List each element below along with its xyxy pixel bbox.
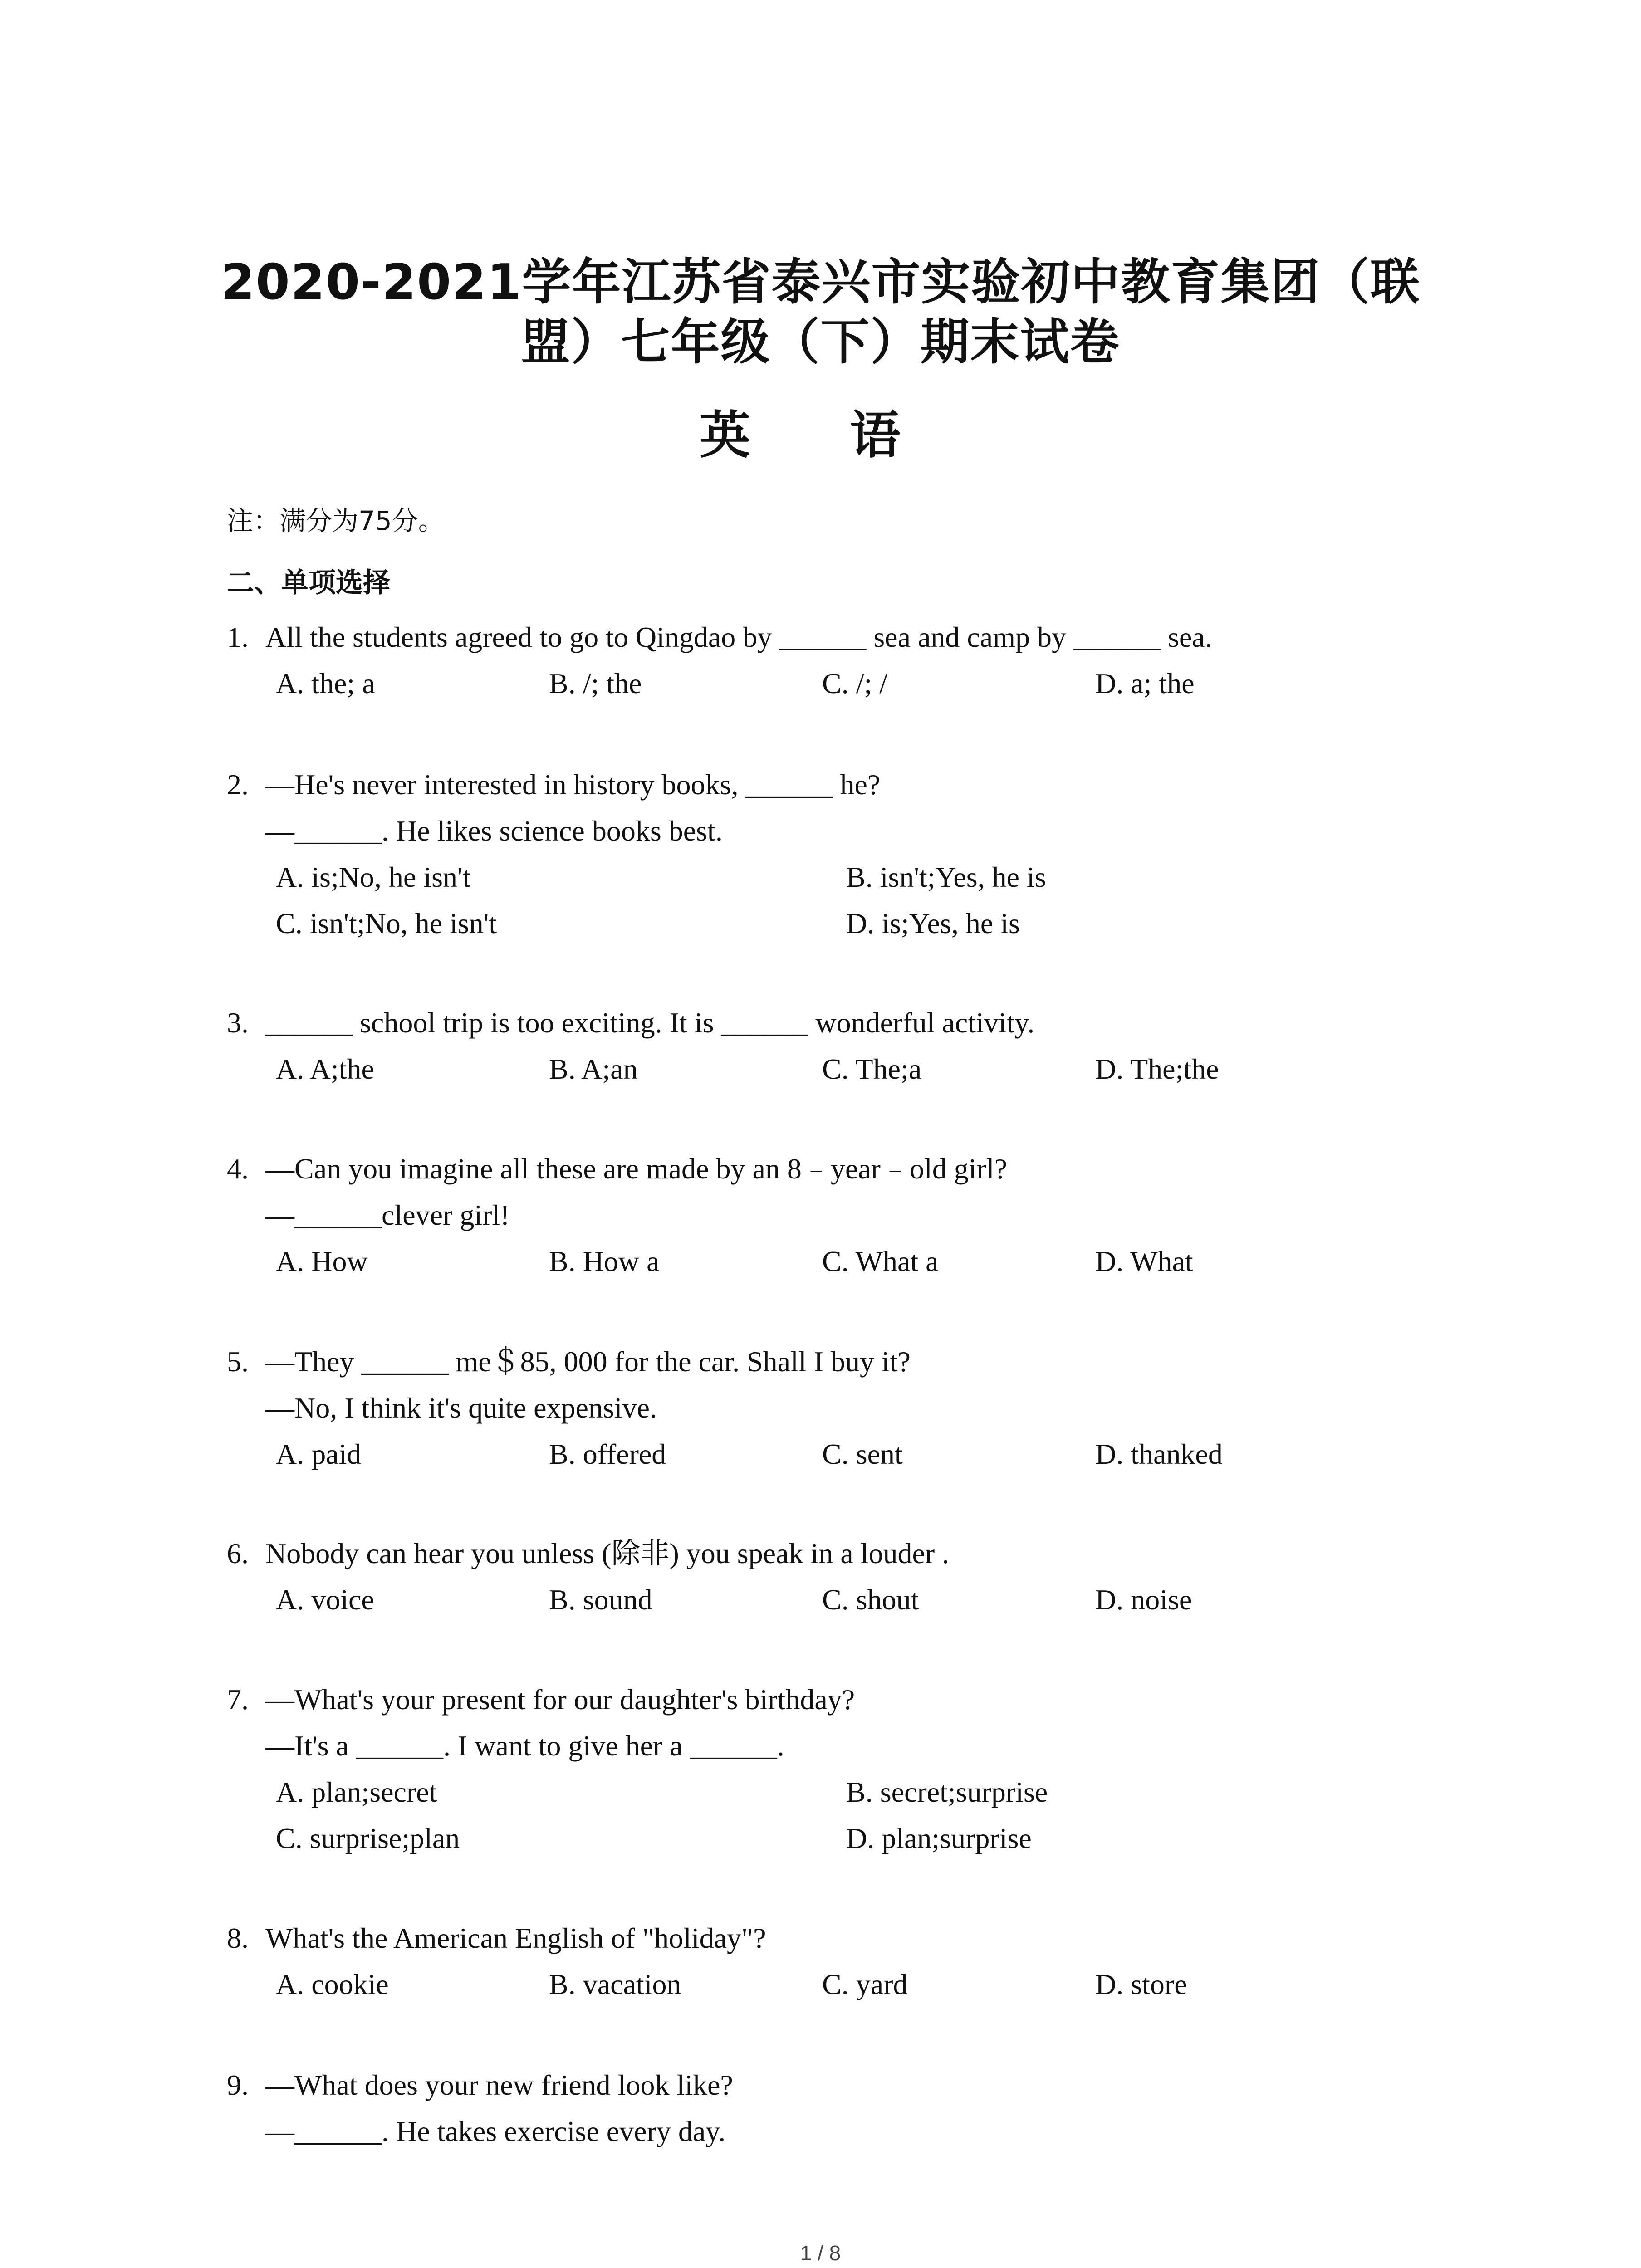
option-c: C. What a (822, 1245, 939, 1277)
option-d: D. noise (1095, 1584, 1192, 1616)
question-number: 4. (227, 1153, 249, 1185)
option-a: A. the; a (276, 667, 375, 699)
option-c: C. The;a (822, 1053, 922, 1085)
exam-title-line-2: 盟）七年级（下）期末试卷 (521, 314, 1120, 371)
option-b: B. sound (549, 1584, 652, 1616)
option-c: C. isn't;No, he isn't (276, 907, 497, 939)
option-b: B. secret;surprise (846, 1776, 1048, 1808)
option-a: A. A;the (276, 1053, 374, 1085)
option-c: C. yard (822, 1968, 908, 2000)
question-stem: Nobody can hear you unless (除非) you speak in a louder . (265, 1537, 950, 1569)
exam-title-line-1: 2020-2021学年江苏省泰兴市实验初中教育集团（联 (220, 254, 1421, 311)
score-note: 注：满分为75分。 (227, 505, 445, 536)
option-c: C. /; / (822, 667, 888, 699)
option-a: A. How (276, 1245, 368, 1277)
page-number: 1 / 8 (800, 2241, 841, 2265)
question-stem: What's the American English of "holiday"? (265, 1922, 766, 1954)
question-number: 3. (227, 1007, 249, 1039)
question-stem-line-2: —No, I think it's quite expensive. (265, 1392, 657, 1424)
option-d: D. store (1095, 1968, 1187, 2000)
question-stem-line-1: —What does your new friend look like? (265, 2069, 733, 2101)
question-stem-line-1: —Can you imagine all these are made by an 8﹣year﹣old girl? (265, 1153, 1008, 1185)
question-number: 8. (227, 1922, 249, 1954)
option-c: C. shout (822, 1584, 919, 1616)
option-b: B. /; the (549, 667, 642, 699)
question-stem-line-2: —______clever girl! (265, 1199, 510, 1231)
option-d: D. What (1095, 1245, 1193, 1277)
option-b: B. offered (549, 1438, 666, 1470)
option-d: D. thanked (1095, 1438, 1223, 1470)
question-number: 7. (227, 1683, 249, 1716)
question-stem-line-1: —He's never interested in history books, ______ he? (265, 768, 881, 801)
option-c: C. sent (822, 1438, 903, 1470)
option-d: D. plan;surprise (846, 1822, 1032, 1854)
question-stem-line-1: —They ______ me＄85, 000 for the car. Shall I buy it? (265, 1345, 911, 1378)
option-a: A. is;No, he isn't (276, 861, 471, 893)
option-c: C. surprise;plan (276, 1822, 460, 1854)
question-number: 2. (227, 768, 249, 801)
option-b: B. A;an (549, 1053, 638, 1085)
option-a: A. plan;secret (276, 1776, 437, 1808)
question-stem-line-1: —What's your present for our daughter's birthday? (265, 1683, 855, 1716)
option-d: D. a; the (1095, 667, 1195, 699)
question-stem: All the students agreed to go to Qingdao by ______ sea and camp by ______ sea. (265, 621, 1212, 653)
question-stem-line-2: —It's a ______. I want to give her a ______. (265, 1730, 784, 1762)
question-stem-line-2: —______. He likes science books best. (265, 815, 723, 847)
option-a: A. cookie (276, 1968, 389, 2000)
question-number: 1. (227, 621, 249, 653)
option-b: B. isn't;Yes, he is (846, 861, 1046, 893)
option-b: B. How a (549, 1245, 660, 1277)
option-a: A. voice (276, 1584, 374, 1616)
section-title: 二、单项选择 (227, 567, 390, 599)
option-a: A. paid (276, 1438, 362, 1470)
question-number: 5. (227, 1345, 249, 1378)
question-stem: ______ school trip is too exciting. It is ______ wonderful activity. (265, 1007, 1035, 1039)
option-d: D. is;Yes, he is (846, 907, 1020, 939)
option-d: D. The;the (1095, 1053, 1219, 1085)
subject-heading: 英 语 (700, 406, 941, 465)
question-number: 9. (227, 2069, 249, 2101)
question-stem-line-2: —______. He takes exercise every day. (265, 2115, 726, 2147)
option-b: B. vacation (549, 1968, 681, 2000)
question-number: 6. (227, 1537, 249, 1569)
